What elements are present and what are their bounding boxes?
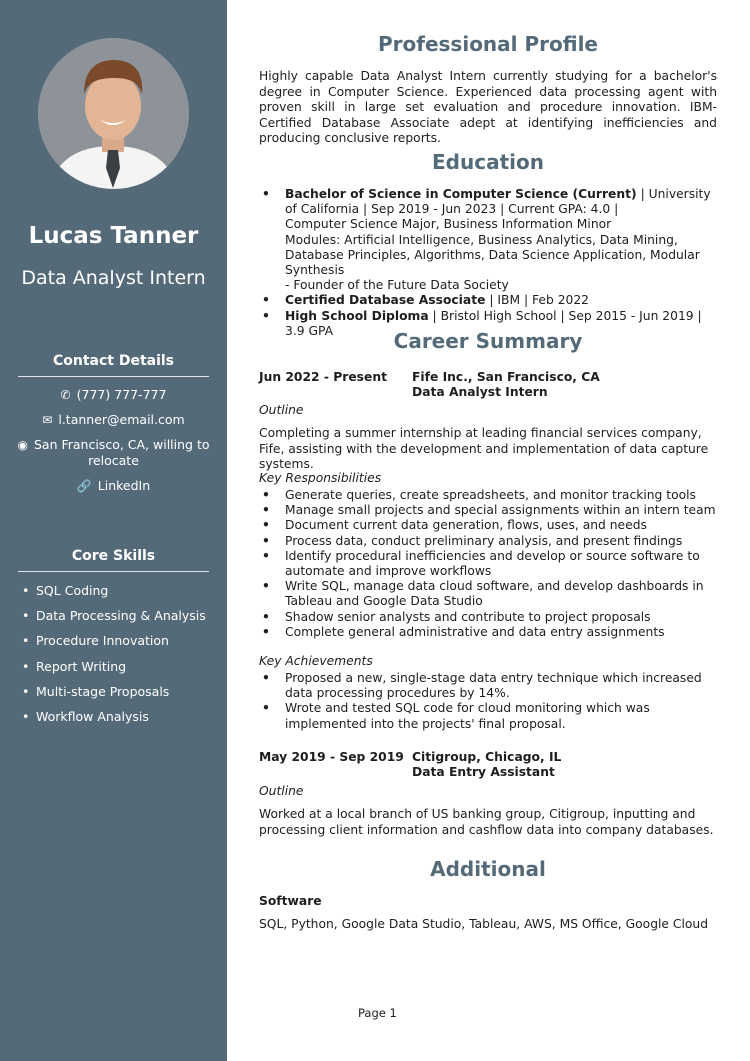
- contact-email[interactable]: [14, 412, 213, 428]
- responsibility-item: • Identify procedural inefficiencies and develop or source software to automate and improve workflows: [259, 549, 717, 579]
- job-dates: May 2019 - Sep 2019: [259, 750, 404, 764]
- link-icon: 🔗: [76, 479, 92, 493]
- skills-divider: [18, 571, 209, 572]
- job-title: Data Analyst Intern: [412, 385, 548, 399]
- contact-divider: [18, 376, 209, 377]
- skills-heading: Core Skills: [71, 548, 156, 564]
- profile-heading: Professional Profile: [378, 32, 598, 56]
- responsibility-item: • Write SQL, manage data cloud software, and develop dashboards in Tableau and Google Data Studio: [259, 579, 717, 609]
- responsibility-item: • Complete general administrative and data entry assignments: [259, 625, 717, 640]
- education-heading: Education: [432, 150, 544, 174]
- diploma-details: | Bristol High School | Sep 2015 - Jun 2019 | 3.9 GPA: [285, 308, 702, 338]
- education-list: [259, 187, 717, 339]
- skill-item: • Workflow Analysis: [22, 709, 206, 734]
- responsibility-item: • Manage small projects and special assignments within an intern team: [259, 503, 717, 518]
- profile-photo: [38, 38, 189, 189]
- degree-line: Computer Science Major, Business Information Minor: [285, 217, 612, 232]
- education-item: [259, 187, 717, 293]
- cert-details: | IBM | Feb 2022: [485, 293, 589, 308]
- responsibilities-list: [259, 488, 717, 640]
- responsibility-item: • Document current data generation, flows, uses, and needs: [259, 518, 717, 533]
- globe-icon: ◉: [17, 438, 28, 452]
- email-text: l.tanner@email.com: [58, 412, 185, 427]
- degree-title: Bachelor of Science in Computer Science (Current): [285, 187, 637, 201]
- responsibility-item: • Shadow senior analysts and contribute to project proposals: [259, 610, 717, 625]
- sidebar: [0, 0, 227, 1061]
- career-heading: Career Summary: [393, 329, 583, 353]
- cert-title: Certified Database Associate: [285, 293, 486, 308]
- job-company: Citigroup, Chicago, IL: [412, 750, 562, 764]
- skill-item: • Report Writing: [22, 659, 206, 684]
- software-label: Software: [259, 894, 322, 908]
- responsibility-item: • Process data, conduct preliminary analysis, and present findings: [259, 534, 717, 549]
- diploma-title: High School Diploma: [285, 308, 429, 323]
- skill-item: • Data Processing & Analysis: [22, 608, 206, 633]
- job-company: Fife Inc., San Francisco, CA: [412, 370, 600, 384]
- phone-icon: ✆: [60, 388, 71, 402]
- contact-phone[interactable]: [14, 387, 213, 403]
- email-icon: ✉: [42, 413, 53, 427]
- candidate-name: Lucas Tanner: [28, 223, 199, 249]
- job-outline: Completing a summer internship at leading financial services company, Fife, assisting with the development and implementation of data capture systems.: [259, 426, 709, 471]
- contact-heading: Contact Details: [52, 353, 175, 369]
- outline-label: Outline: [259, 784, 304, 798]
- contact-linkedin[interactable]: [14, 478, 213, 494]
- outline-label: Outline: [259, 403, 304, 417]
- degree-line: - Founder of the Future Data Society: [285, 278, 509, 293]
- achievement-item: • Proposed a new, single-stage data entry technique which increased data processing procedures by 14%.: [259, 671, 717, 701]
- phone-text: (777) 777-777: [76, 387, 167, 402]
- job-title: Data Entry Assistant: [412, 765, 555, 779]
- software-list: SQL, Python, Google Data Studio, Tableau, AWS, MS Office, Google Cloud: [259, 917, 709, 931]
- additional-heading: Additional: [430, 857, 546, 881]
- degree-line: Modules: Artificial Intelligence, Business Analytics, Data Mining, Database Principles, Algorithms, Data Science Application, Modular Synthesis: [285, 232, 700, 278]
- skill-item: • SQL Coding: [22, 583, 206, 608]
- page-number: Page 1: [358, 1006, 397, 1020]
- job-dates: Jun 2022 - Present: [259, 370, 387, 384]
- contact-location: [14, 437, 213, 469]
- location-text: San Francisco, CA, willing to relocate: [33, 437, 210, 468]
- job-outline: Worked at a local branch of US banking group, Citigroup, inputting and processing client information and cashflow data into company databases.: [259, 807, 714, 837]
- achievement-item: • Wrote and tested SQL code for cloud monitoring which was implemented into the projects' final proposal.: [259, 701, 717, 731]
- skill-item: • Multi-stage Proposals: [22, 684, 206, 709]
- achievements-label: Key Achievements: [259, 654, 373, 668]
- degree-details: | University of California | Sep 2019 - Jun 2023 | Current GPA: 4.0 |: [285, 187, 711, 217]
- skills-list: [22, 583, 206, 734]
- responsibility-item: • Generate queries, create spreadsheets, and monitor tracking tools: [259, 488, 717, 503]
- responsibilities-label: Key Responsibilities: [259, 471, 382, 485]
- candidate-role: Data Analyst Intern: [21, 267, 206, 289]
- profile-text: Highly capable Data Analyst Intern currently studying for a bachelor's degree in Computer Science. Experienced data processing agent with proven skill in large set evaluation and procedure innovation. IBM-Certified Database Associate adept at identifying inefficiencies and producing conclusive reports.: [259, 69, 717, 145]
- achievements-list: [259, 671, 717, 732]
- education-item: [259, 293, 717, 308]
- linkedin-link[interactable]: LinkedIn: [97, 478, 151, 493]
- skill-item: • Procedure Innovation: [22, 633, 206, 658]
